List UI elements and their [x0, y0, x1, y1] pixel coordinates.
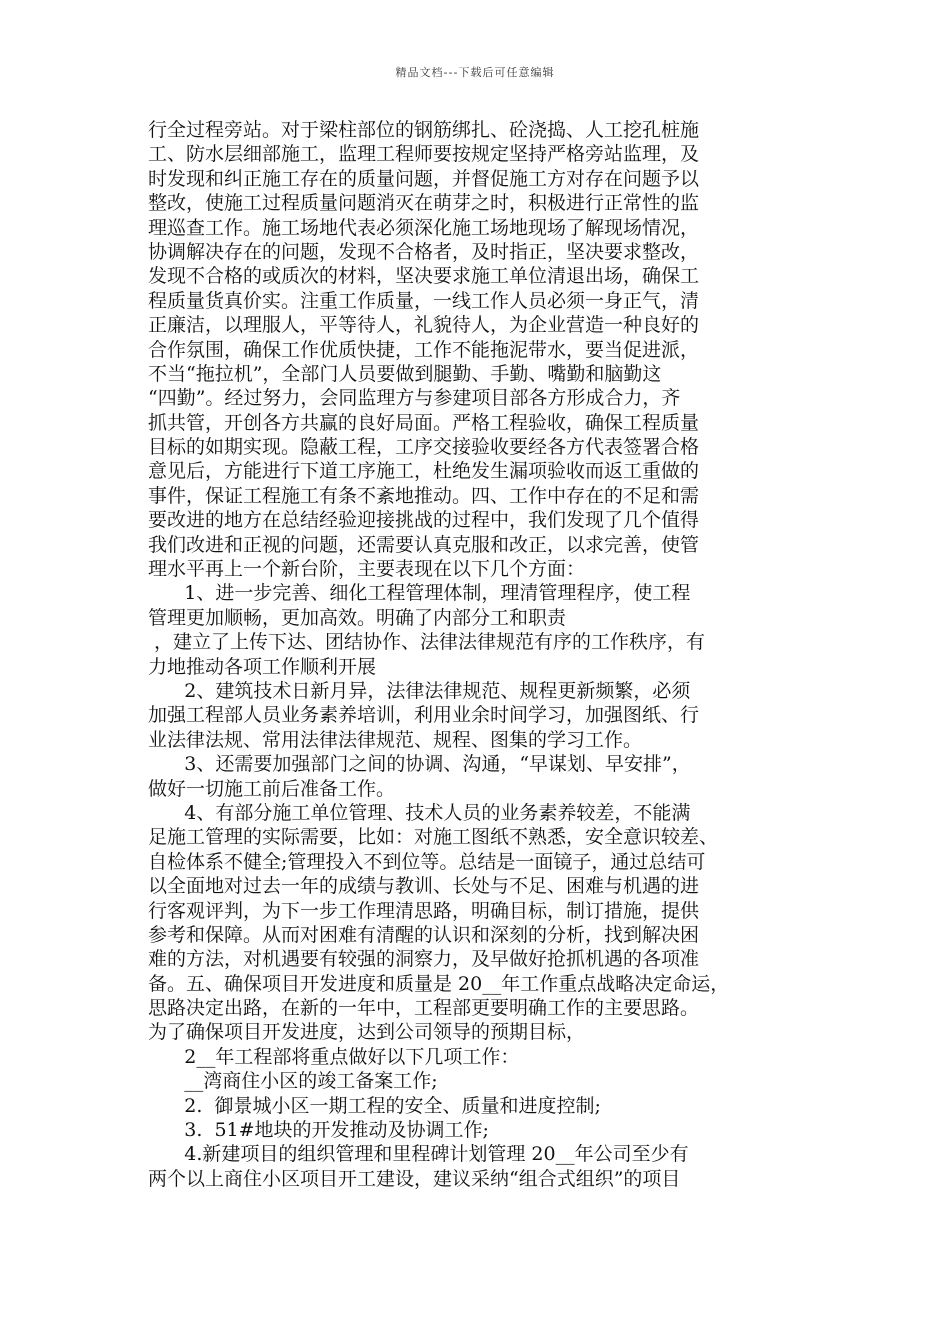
text-line: 不当“拖拉机”，全部门人员要做到腿勤、手勤、嘴勤和脑勤这 [148, 362, 662, 385]
text-line: 我们改进和正视的问题，还需要认真克服和改正，以求完善，使管 [148, 533, 700, 556]
text-line: 抓共管，开创各方共赢的良好局面。严格工程验收，确保工程质量 [148, 411, 700, 434]
text-line: 行客观评判，为下一步工作理清思路，明确目标，制订措施，提供 [148, 899, 700, 922]
text-line: 1、进一步完善、细化工程管理体制，理清管理程序，使工程 [148, 582, 691, 605]
text-line: 以全面地对过去一年的成绩与教训、长处与不足、困难与机遇的进 [148, 875, 700, 898]
text-line: 理水平再上一个新台阶，主要表现在以下几个方面： [148, 558, 586, 581]
text-line: 行全过程旁站。对于梁柱部位的钢筋绑扎、砼浇捣、人工挖孔桩施 [148, 119, 700, 141]
text-line: 4、有部分施工单位管理、技术人员的业务素养较差，不能满 [148, 801, 691, 824]
text-line: 目标的如期实现。隐蔽工程，工序交接验收要经各方代表签署合格 [148, 436, 700, 459]
text-line: 思路决定出路，在新的一年中，工程部更要明确工作的主要思路。 [148, 997, 700, 1020]
text-line: 合作氛围，确保工作优质快捷，工作不能拖泥带水，要当促进派， [148, 338, 700, 361]
text-line: 为了确保项目开发进度，达到公司领导的预期目标， [148, 1021, 586, 1044]
text-line: 管理更加顺畅，更加高效。明确了内部分工和职责 [148, 606, 567, 629]
document-body [148, 118, 808, 1191]
text-line: 备。五、确保项目开发进度和质量是 20__年工作重点战略决定命运， [148, 972, 730, 995]
text-line: 工、防水层细部施工，监理工程师要按规定坚持严格旁站监理，及 [148, 143, 700, 166]
text-line: 程质量货真价实。注重工作质量，一线工作人员必须一身正气，清 [148, 289, 700, 312]
text-line: 自检体系不健全;管理投入不到位等。总结是一面镜子，通过总结可 [148, 850, 706, 873]
text-line: 理巡查工作。施工场地代表必须深化施工场地现场了解现场情况， [148, 216, 700, 239]
text-line: ，建立了上传下达、团结协作、法律法律规范有序的工作秩序，有 [148, 631, 706, 654]
text-line: 4.新建项目的组织管理和里程碑计划管理 20__年公司至少有 [148, 1143, 689, 1166]
text-line: 时发现和纠正施工存在的质量问题，并督促施工方对存在问题予以 [148, 167, 700, 190]
text-line: 整改，使施工过程质量问题消灭在萌芽之时，积极进行正常性的监 [148, 192, 700, 215]
text-line: 2、建筑技术日新月异，法律法律规范、规程更新频繁，必须 [148, 679, 691, 702]
text-line: __湾商住小区的竣工备案工作; [148, 1070, 438, 1093]
text-line: 3. 51#地块的开发推动及协调工作; [148, 1119, 489, 1142]
text-line: 意见后，方能进行下道工序施工，杜绝发生漏项验收而返工重做的 [148, 460, 700, 483]
text-line: 3、还需要加强部门之间的协调、沟通，“早谋划、早安排”， [148, 753, 691, 776]
text-line: 发现不合格的或质次的材料，坚决要求施工单位清退出场，确保工 [148, 265, 700, 288]
text-line: 做好一切施工前后准备工作。 [148, 777, 396, 800]
text-line: 2__年工程部将重点做好以下几项工作： [148, 1045, 520, 1068]
text-line: 事件，保证工程施工有条不紊地推动。四、工作中存在的不足和需 [148, 484, 700, 507]
text-line: 加强工程部人员业务素养培训，利用业余时间学习，加强图纸、行 [148, 704, 700, 727]
text-line: 要改进的地方在总结经验迎接挑战的过程中，我们发现了几个值得 [148, 509, 700, 532]
text-line: 2. 御景城小区一期工程的安全、质量和进度控制; [148, 1094, 601, 1117]
text-line: 参考和保障。从而对困难有清醒的认识和深刻的分析，找到解决困 [148, 923, 700, 946]
text-line: 足施工管理的实际需要，比如：对施工图纸不熟悉，安全意识较差、 [148, 826, 719, 849]
text-line: 力地推动各项工作顺利开展 [148, 655, 377, 678]
text-line: 正廉洁，以理服人，平等待人，礼貌待人，为企业营造一种良好的 [148, 314, 700, 337]
text-line: 协调解决存在的问题，发现不合格者，及时指正，坚决要求整改， [148, 240, 700, 263]
text-line: 业法律法规、常用法律法律规范、规程、图集的学习工作。 [148, 728, 643, 751]
text-line: 两个以上商住小区项目开工建设，建议采纳“组合式组织”的项目 [148, 1167, 681, 1190]
page-header: 精品文档---下载后可任意编辑 [395, 66, 555, 79]
text-line: “四勤”。经过努力，会同监理方与参建项目部各方形成合力，齐 [148, 387, 681, 410]
text-line: 难的方法，对机遇要有较强的洞察力，及早做好抢抓机遇的各项准 [148, 948, 700, 971]
